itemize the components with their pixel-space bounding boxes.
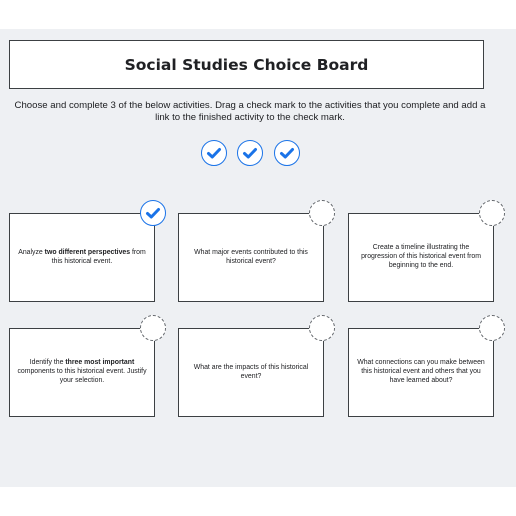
activity-check-slot-6[interactable] <box>479 315 505 341</box>
check-token-tray <box>0 140 516 168</box>
check-icon <box>240 143 260 163</box>
page-title: Social Studies Choice Board <box>124 55 369 74</box>
instructions-text: Choose and complete 3 of the below activities. Drag a check mark to the activities that you complete and add a link to the finished activity to the check mark. <box>14 100 486 123</box>
activity-check-slot-4[interactable] <box>140 315 166 341</box>
activity-check-slot-1[interactable] <box>140 200 166 226</box>
activity-card-3[interactable] <box>348 213 494 302</box>
activity-card-4[interactable] <box>9 328 155 417</box>
activity-text: What connections can you make between this historical event and others that you have learned about? <box>357 359 485 384</box>
title-box <box>9 40 484 89</box>
draggable-check-token-3[interactable] <box>274 140 300 166</box>
draggable-check-token-2[interactable] <box>237 140 263 166</box>
choice-board <box>0 29 516 487</box>
activity-text: Create a timeline illustrating the progression of this historical event from beginning to the end. <box>361 244 481 269</box>
check-icon <box>277 143 297 163</box>
activity-text: Identify the three most important components to this historical event. Justify your selection. <box>17 359 147 384</box>
activity-card-2[interactable] <box>178 213 324 302</box>
activity-check-slot-2[interactable] <box>309 200 335 226</box>
activity-check-slot-3[interactable] <box>479 200 505 226</box>
draggable-check-token-1[interactable] <box>201 140 227 166</box>
activity-card-1[interactable] <box>9 213 155 302</box>
check-icon <box>143 203 163 223</box>
activity-check-slot-5[interactable] <box>309 315 335 341</box>
activity-text: What major events contributed to this historical event? <box>194 248 308 265</box>
activity-card-6[interactable] <box>348 328 494 417</box>
activity-card-5[interactable] <box>178 328 324 417</box>
check-icon <box>204 143 224 163</box>
activity-text: What are the impacts of this historical event? <box>193 363 309 380</box>
activity-text: Analyze two different perspectives from this historical event. <box>18 248 146 265</box>
